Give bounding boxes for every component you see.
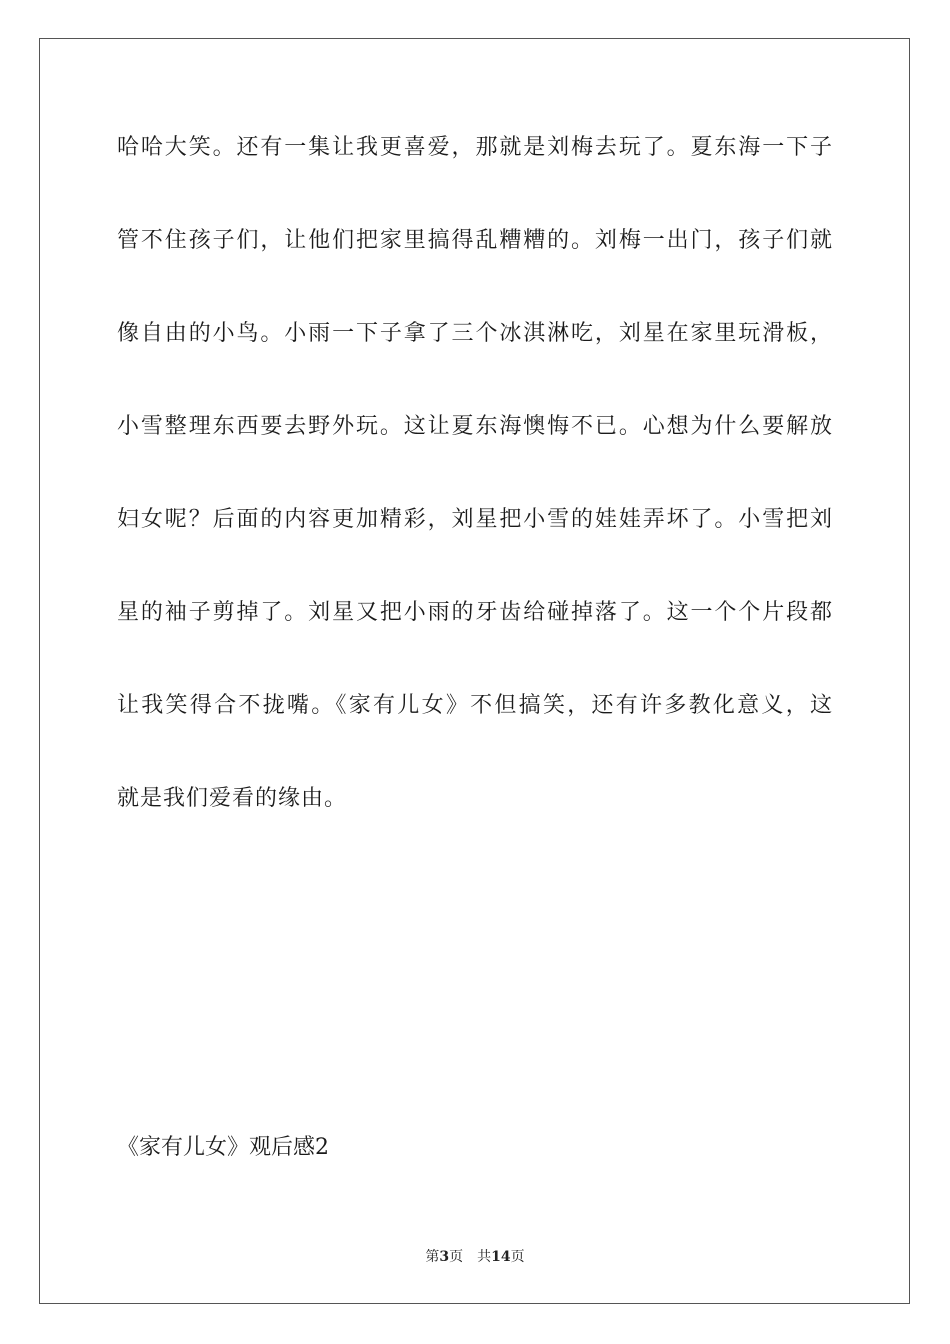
section-heading: 《家有儿女》观后感2: [117, 1135, 329, 1160]
body-line: 妇女呢？后面的内容更加精彩，刘星把小雪的娃娃弄坏了。小雪把刘: [117, 507, 833, 532]
footer-suffix: 页: [510, 1249, 525, 1265]
body-paragraph: [117, 128, 833, 872]
body-line: 星的袖子剪掉了。刘星又把小雨的牙齿给碰掉落了。这一个个片段都: [117, 600, 833, 625]
total-page-count: 14: [491, 1249, 511, 1265]
footer-prefix: 第: [425, 1249, 440, 1265]
body-line: 小雪整理东西要去野外玩。这让夏东海懊悔不已。心想为什么要解放: [117, 414, 833, 439]
current-page-number: 3: [439, 1249, 450, 1265]
body-line: 让我笑得合不拢嘴。《家有儿女》不但搞笑，还有许多教化意义，这: [117, 693, 833, 718]
page-number-footer: [0, 1247, 950, 1267]
body-line: 就是我们爱看的缘由。: [117, 786, 348, 811]
body-line: 哈哈大笑。还有一集让我更喜爱，那就是刘梅去玩了。夏东海一下子: [117, 135, 833, 160]
body-line: 像自由的小鸟。小雨一下子拿了三个冰淇淋吃，刘星在家里玩滑板，: [117, 321, 833, 346]
body-line: 管不住孩子们，让他们把家里搞得乱糟糟的。刘梅一出门，孩子们就: [117, 228, 833, 253]
footer-middle: 页 共: [449, 1249, 492, 1265]
